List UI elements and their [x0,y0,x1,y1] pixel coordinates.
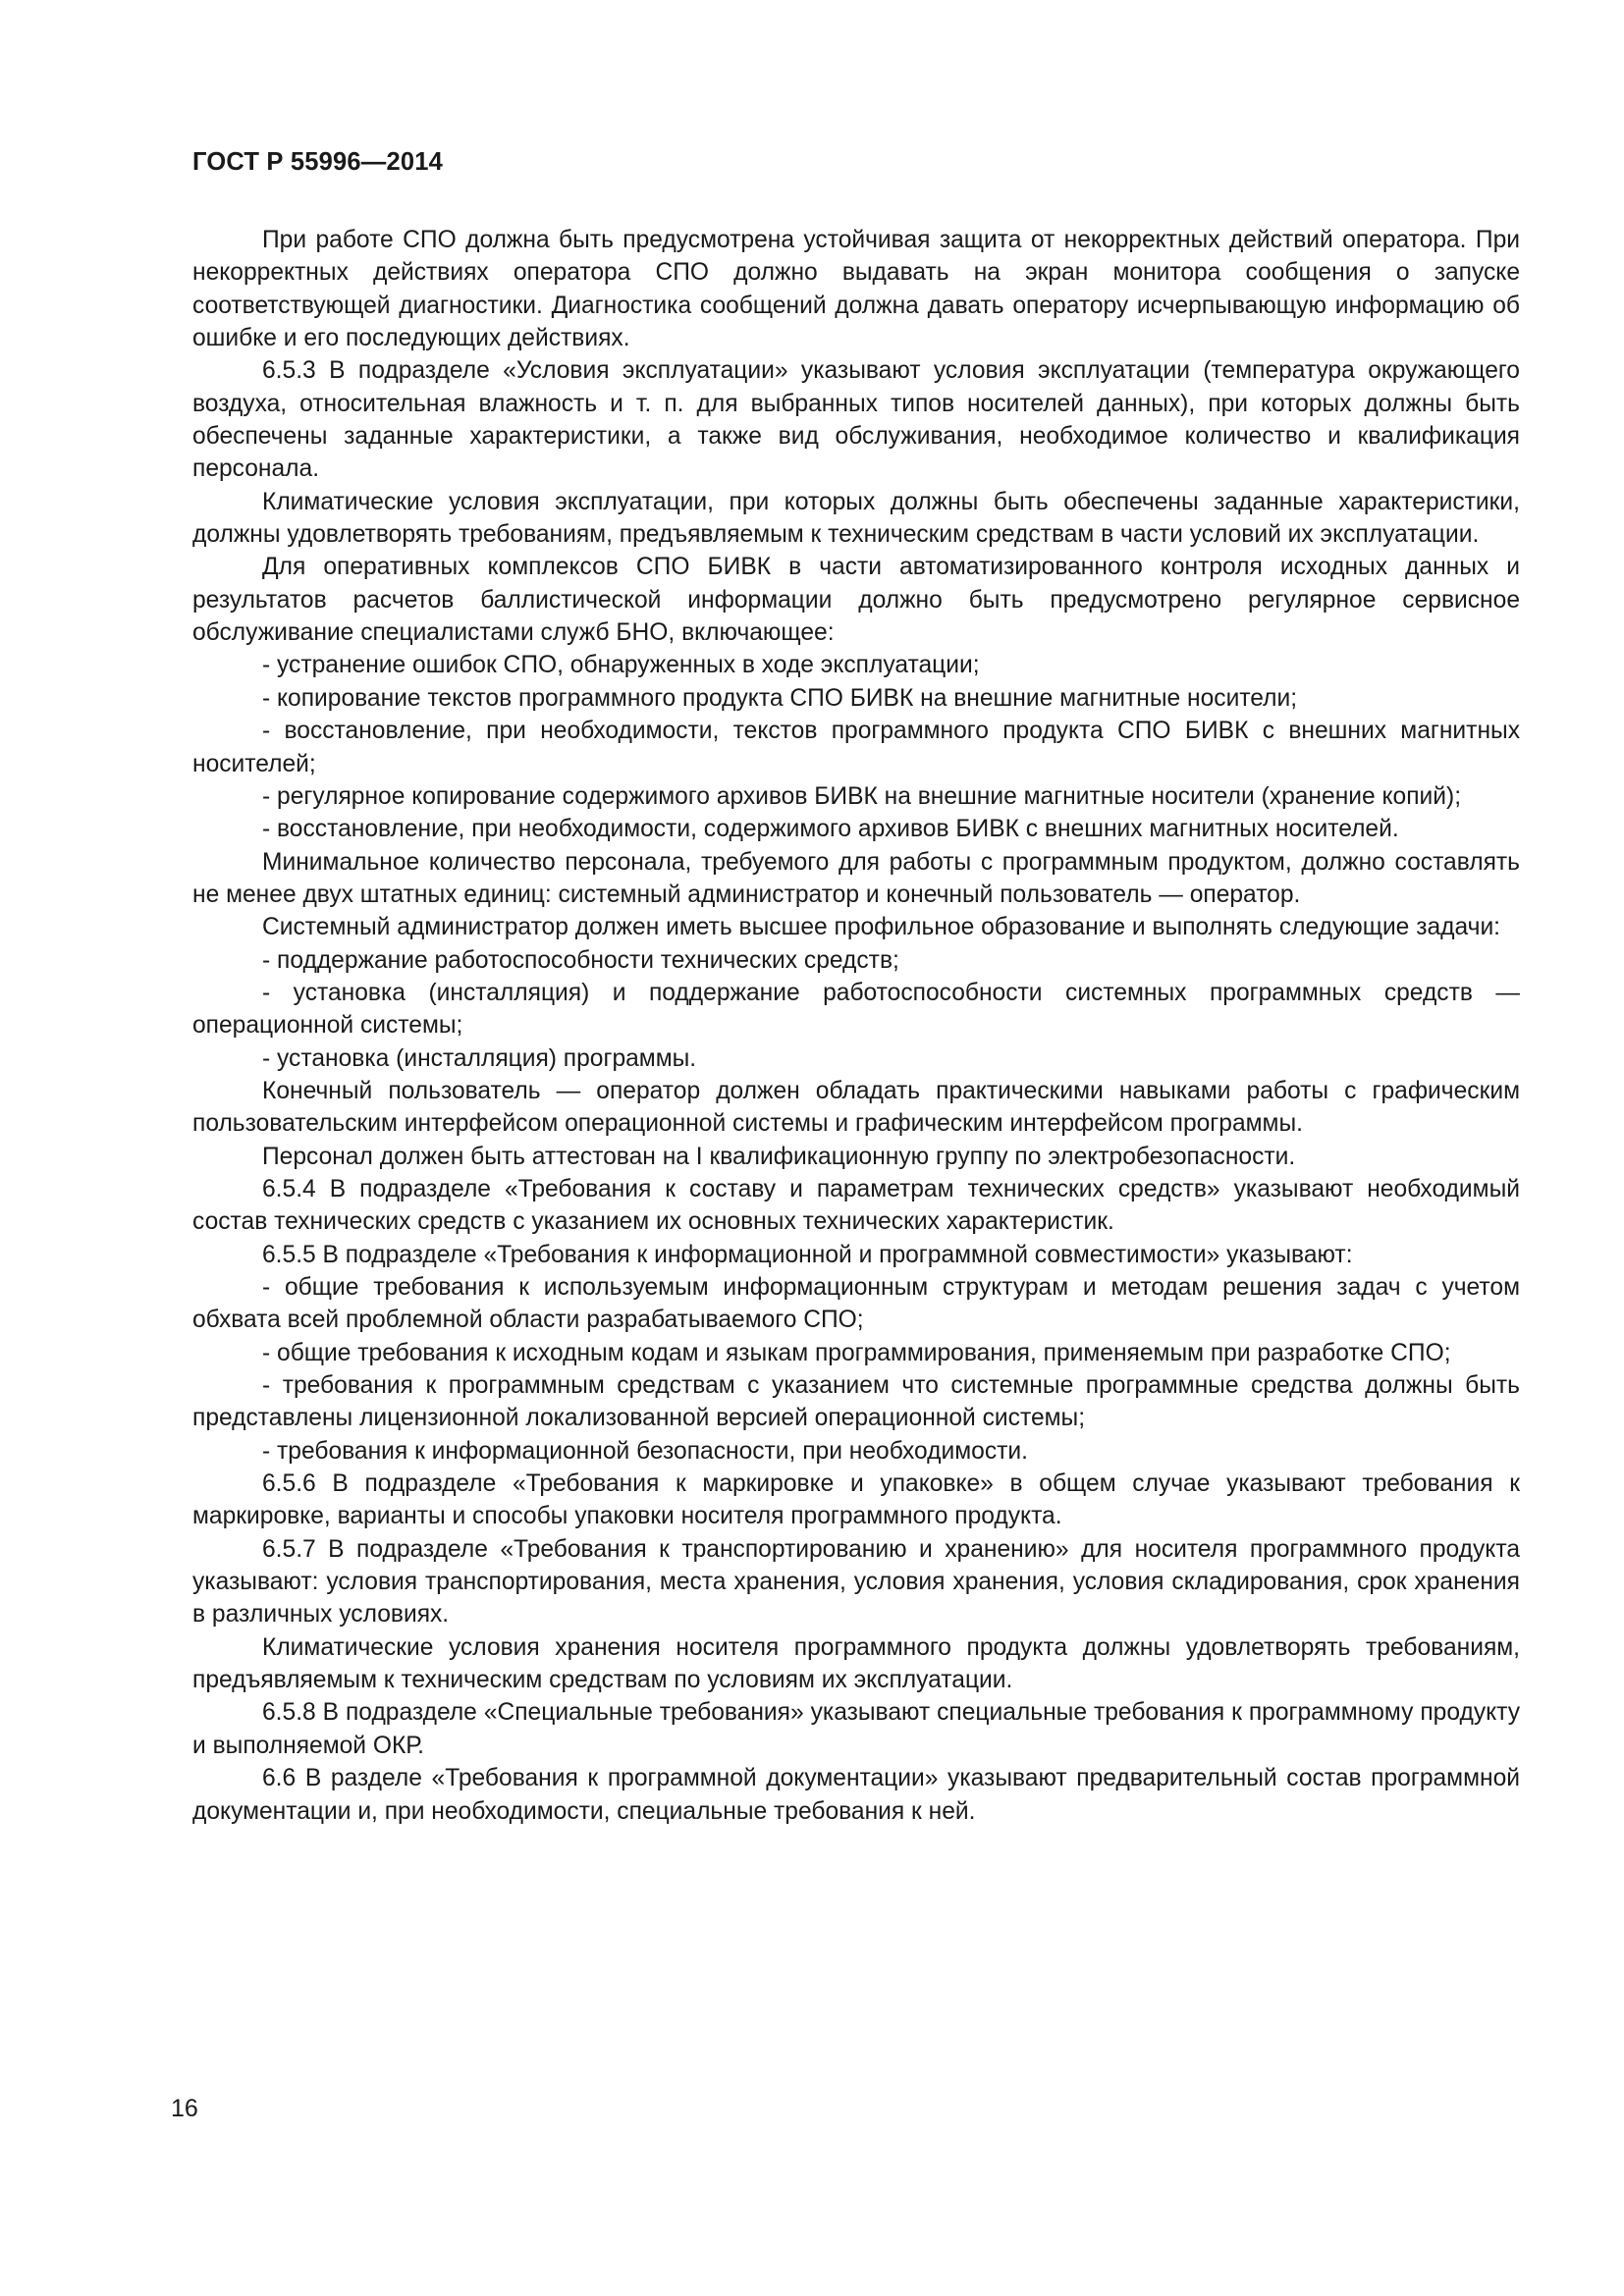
page-number: 16 [171,2095,198,2122]
section-6-5-5: 6.5.5 В подразделе «Требования к информационной и программной совместимости» указывают: [262,1241,1353,1268]
list-item: - требования к программным средствам с указанием что системные программные средства должны быть представлены лицензионной локализованной версией операционной системы; [192,1372,1520,1432]
paragraph: Климатические условия хранения носителя программного продукта должны удовлетворять требованиям, предъявляемым к техническим средствам по условиям их эксплуатации. [192,1633,1520,1694]
list-item: - требования к информационной безопасности, при необходимости. [262,1437,1028,1465]
document-code-header: ГОСТ Р 55996—2014 [192,148,444,176]
section-6-6: 6.6 В разделе «Требования к программной документации» указывают предварительный состав программной документации и, при необходимости, специальные требования к ней. [192,1765,1520,1825]
paragraph: Конечный пользователь — оператор должен обладать практическими навыками работы с графическим пользовательским интерфейсом операционной системы и графическим интерфейсом программы. [192,1077,1520,1138]
paragraph: Для оперативных комплексов СПО БИВК в части автоматизированного контроля исходных данных и результатов расчетов баллистической информации должно быть предусмотрено регулярное сервисное обслуживание специалистами служб БНО, включающее: [192,554,1520,647]
list-item: - общие требования к исходным кодам и языкам программирования, применяемым при разработке СПО; [262,1339,1451,1366]
paragraph: 6.5.3 В подразделе «Условия эксплуатации» указывают условия эксплуатации (температура окружающего воздуха, относительная влажность и т. п. для выбранных типов носителей данных), при которых должны быть обеспечены заданные характеристики, а также вид обслуживания, необходимое количество и квалификация персонала. [192,357,1520,483]
paragraph: Климатические условия эксплуатации, при которых должны быть обеспечены заданные характеристики, должны удовлетворять требованиям, предъявляемым к техническим средствам в части условий их эксплуатации. [192,488,1520,549]
list-item: - устранение ошибок СПО, обнаруженных в ходе эксплуатации; [262,652,980,679]
paragraph: При работе СПО должна быть предусмотрена устойчивая защита от некорректных действий оператора. При некорректных действиях оператора СПО должно выдавать на экран монитора сообщения о запуске соответствующей диагностики. Диагностика сообщений должна давать оператору исчерпывающую информацию об ошибке и его последующих действиях. [192,227,1520,352]
list-item: - установка (инсталляция) и поддержание работоспособности системных программных средств — операционной системы; [192,979,1520,1040]
list-item: - восстановление, при необходимости, текстов программного продукта СПО БИВК с внешних магнитных носителей; [192,718,1520,777]
document-body [192,224,1520,1828]
paragraph: Минимальное количество персонала, требуемого для работы с программным продуктом, должно составлять не менее двух штатных единиц: системный администратор и конечный пользователь — оператор. [192,848,1520,908]
list-item: - копирование текстов программного продукта СПО БИВК на внешние магнитные носители; [262,684,1298,712]
section-6-5-6: 6.5.6 В подразделе «Требования к маркировке и упаковке» в общем случае указывают требования к маркировке, варианты и способы упаковки носителя программного продукта. [192,1470,1520,1530]
list-item: - установка (инсталляция) программы. [262,1044,697,1072]
paragraph: Системный администратор должен иметь высшее профильное образование и выполнять следующие задачи: [262,914,1501,941]
list-item: - регулярное копирование содержимого архивов БИВК на внешние магнитные носители (хранение копий); [262,782,1462,810]
section-6-5-8: 6.5.8 В подразделе «Специальные требования» указывают специальные требования к программному продукту и выполняемой ОКР. [192,1699,1520,1759]
list-item: - восстановление, при необходимости, содержимого архивов БИВК с внешних магнитных носителей. [262,816,1399,843]
list-item: - общие требования к используемым информационным структурам и методам решения задач с учетом обхвата всей проблемной области разрабатываемого СПО; [192,1274,1520,1334]
section-6-5-7: 6.5.7 В подразделе «Требования к транспортированию и хранению» для носителя программного продукта указывают: условия транспортирования, места хранения, условия хранения, условия складирования, срок хранения в различных условиях. [192,1535,1520,1629]
section-6-5-4: 6.5.4 В подразделе «Требования к составу и параметрам технических средств» указывают необходимый состав технических средств с указанием их основных технических характеристик. [192,1175,1520,1236]
paragraph: Персонал должен быть аттестован на I квалификационную группу по электробезопасности. [262,1143,1296,1170]
list-item: - поддержание работоспособности технических средств; [262,946,899,974]
